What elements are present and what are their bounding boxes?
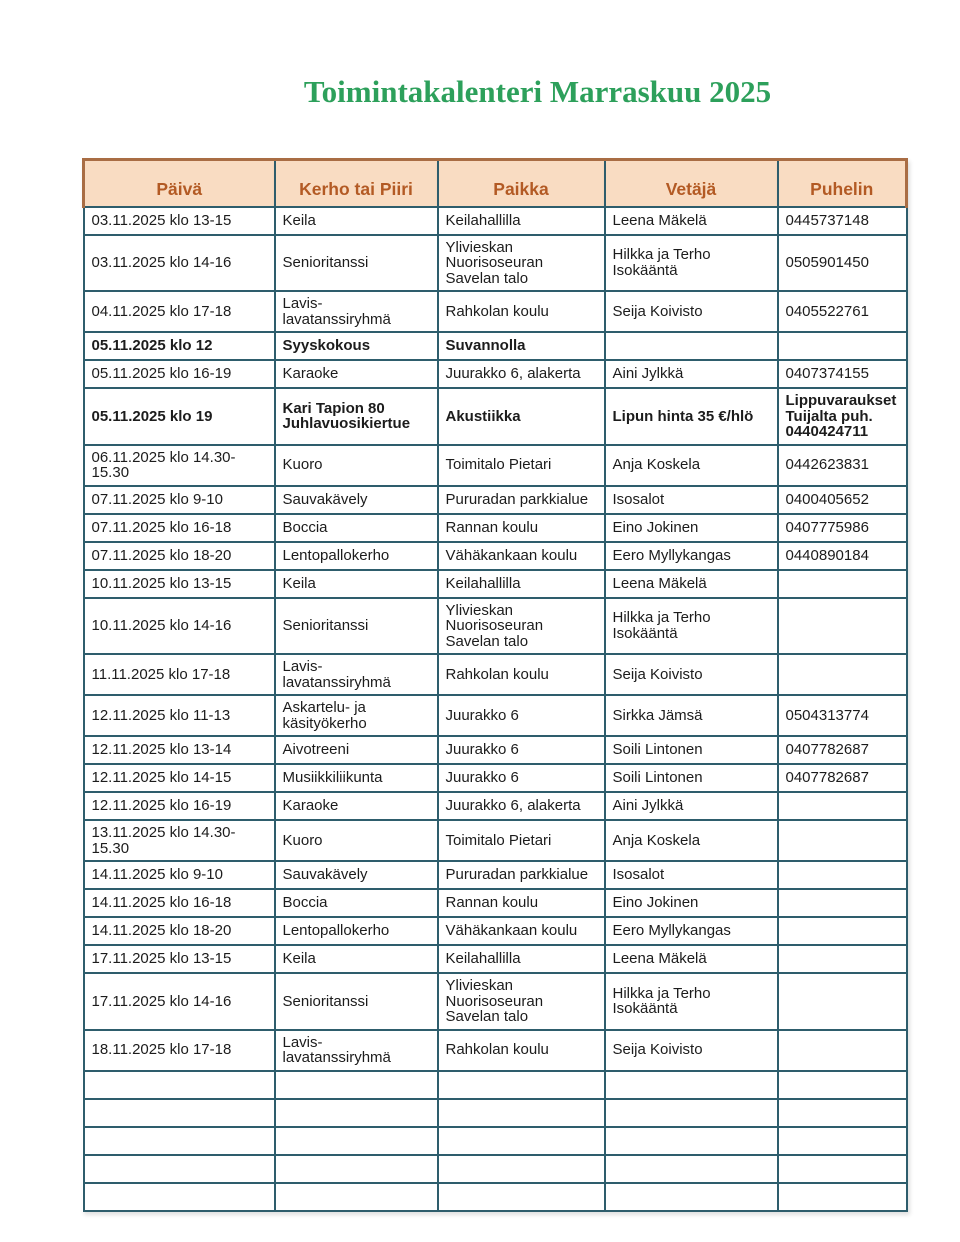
- cell-paiva: 14.11.2025 klo 16-18: [84, 889, 275, 917]
- cell-paiva: [84, 1099, 275, 1127]
- empty-table-row: [84, 1127, 907, 1155]
- cell-puhelin: [778, 1127, 907, 1155]
- cell-paikka: Vähäkankaan koulu: [438, 542, 605, 570]
- cell-kerho-tai-piiri: Karaoke: [275, 792, 438, 820]
- cell-kerho-tai-piiri: Sauvakävely: [275, 861, 438, 889]
- cell-puhelin: 0407374155: [778, 360, 907, 388]
- cell-puhelin: [778, 1099, 907, 1127]
- cell-puhelin: [778, 1155, 907, 1183]
- table-row: [84, 332, 907, 360]
- cell-puhelin: [778, 973, 907, 1030]
- table-row: [84, 207, 907, 235]
- cell-kerho-tai-piiri: Lentopallokerho: [275, 917, 438, 945]
- cell-vetaja: [605, 1127, 778, 1155]
- cell-kerho-tai-piiri: Keila: [275, 945, 438, 973]
- empty-table-row: [84, 1071, 907, 1099]
- cell-vetaja: [605, 1155, 778, 1183]
- cell-vetaja: Isosalot: [605, 861, 778, 889]
- cell-vetaja: Anja Koskela: [605, 820, 778, 861]
- cell-paiva: 07.11.2025 klo 9-10: [84, 486, 275, 514]
- cell-kerho-tai-piiri: Boccia: [275, 514, 438, 542]
- cell-kerho-tai-piiri: Kuoro: [275, 445, 438, 486]
- cell-vetaja: Eero Myllykangas: [605, 542, 778, 570]
- cell-paiva: 07.11.2025 klo 18-20: [84, 542, 275, 570]
- cell-vetaja: Eino Jokinen: [605, 514, 778, 542]
- cell-vetaja: Leena Mäkelä: [605, 570, 778, 598]
- cell-puhelin: [778, 792, 907, 820]
- cell-kerho-tai-piiri: Keila: [275, 570, 438, 598]
- cell-paiva: 05.11.2025 klo 12: [84, 332, 275, 360]
- table-row: [84, 570, 907, 598]
- cell-paiva: [84, 1071, 275, 1099]
- table-row: [84, 445, 907, 486]
- cell-paiva: [84, 1155, 275, 1183]
- empty-table-row: [84, 1099, 907, 1127]
- cell-paiva: 18.11.2025 klo 17-18: [84, 1030, 275, 1071]
- cell-puhelin: Lippuvaraukset Tuijalta puh. 0440424711: [778, 388, 907, 445]
- cell-paikka: Juurakko 6: [438, 736, 605, 764]
- cell-vetaja: Seija Koivisto: [605, 654, 778, 695]
- cell-puhelin: 0442623831: [778, 445, 907, 486]
- cell-puhelin: 0505901450: [778, 235, 907, 292]
- table-row: [84, 1030, 907, 1071]
- cell-paikka: Rahkolan koulu: [438, 654, 605, 695]
- cell-puhelin: [778, 945, 907, 973]
- activity-calendar-table: [82, 158, 908, 1212]
- cell-paiva: 12.11.2025 klo 13-14: [84, 736, 275, 764]
- table-row: [84, 360, 907, 388]
- cell-paikka: Juurakko 6, alakerta: [438, 792, 605, 820]
- cell-paikka: [438, 1155, 605, 1183]
- cell-puhelin: 0407782687: [778, 736, 907, 764]
- column-header-puhelin: Puhelin: [778, 160, 907, 207]
- cell-puhelin: [778, 917, 907, 945]
- table-row: [84, 486, 907, 514]
- cell-vetaja: Isosalot: [605, 486, 778, 514]
- cell-paikka: Rahkolan koulu: [438, 291, 605, 332]
- table-row: [84, 388, 907, 445]
- table-row: [84, 654, 907, 695]
- empty-table-row: [84, 1155, 907, 1183]
- cell-puhelin: [778, 861, 907, 889]
- cell-paikka: Pururadan parkkialue: [438, 486, 605, 514]
- cell-paiva: 14.11.2025 klo 9-10: [84, 861, 275, 889]
- column-header-kerho-tai-piiri: Kerho tai Piiri: [275, 160, 438, 207]
- cell-puhelin: 0405522761: [778, 291, 907, 332]
- cell-paikka: [438, 1099, 605, 1127]
- cell-kerho-tai-piiri: Aivotreeni: [275, 736, 438, 764]
- cell-puhelin: [778, 1030, 907, 1071]
- cell-paiva: 03.11.2025 klo 14-16: [84, 235, 275, 292]
- cell-vetaja: Soili Lintonen: [605, 736, 778, 764]
- cell-vetaja: Seija Koivisto: [605, 1030, 778, 1071]
- table-row: [84, 889, 907, 917]
- cell-paiva: 04.11.2025 klo 17-18: [84, 291, 275, 332]
- cell-vetaja: Leena Mäkelä: [605, 207, 778, 235]
- cell-puhelin: [778, 598, 907, 655]
- cell-paikka: Suvannolla: [438, 332, 605, 360]
- cell-paikka: Rannan koulu: [438, 889, 605, 917]
- cell-paikka: [438, 1071, 605, 1099]
- cell-vetaja: Hilkka ja Terho Isokääntä: [605, 973, 778, 1030]
- page-title: Toimintakalenteri Marraskuu 2025: [303, 74, 772, 109]
- cell-kerho-tai-piiri: Senioritanssi: [275, 973, 438, 1030]
- cell-kerho-tai-piiri: Lentopallokerho: [275, 542, 438, 570]
- table-row: [84, 764, 907, 792]
- cell-kerho-tai-piiri: Askartelu- ja käsityökerho: [275, 695, 438, 736]
- cell-vetaja: Hilkka ja Terho Isokääntä: [605, 598, 778, 655]
- cell-puhelin: [778, 654, 907, 695]
- cell-paiva: 05.11.2025 klo 19: [84, 388, 275, 445]
- cell-paiva: 14.11.2025 klo 18-20: [84, 917, 275, 945]
- cell-paikka: Rahkolan koulu: [438, 1030, 605, 1071]
- cell-paiva: [84, 1127, 275, 1155]
- cell-paiva: 10.11.2025 klo 14-16: [84, 598, 275, 655]
- column-header-paiva: Päivä: [84, 160, 275, 207]
- cell-paiva: [84, 1183, 275, 1211]
- table-header-row: [84, 160, 907, 207]
- cell-puhelin: 0407775986: [778, 514, 907, 542]
- cell-paikka: Ylivieskan Nuorisoseuran Savelan talo: [438, 598, 605, 655]
- table-row: [84, 291, 907, 332]
- cell-paikka: Akustiikka: [438, 388, 605, 445]
- cell-paikka: Keilahallilla: [438, 945, 605, 973]
- cell-kerho-tai-piiri: Senioritanssi: [275, 235, 438, 292]
- cell-paikka: Toimitalo Pietari: [438, 445, 605, 486]
- cell-paikka: Rannan koulu: [438, 514, 605, 542]
- cell-paikka: Ylivieskan Nuorisoseuran Savelan talo: [438, 973, 605, 1030]
- cell-puhelin: [778, 1183, 907, 1211]
- cell-puhelin: [778, 1071, 907, 1099]
- cell-kerho-tai-piiri: Boccia: [275, 889, 438, 917]
- table-row: [84, 598, 907, 655]
- cell-vetaja: Soili Lintonen: [605, 764, 778, 792]
- cell-paikka: Juurakko 6: [438, 764, 605, 792]
- cell-paikka: Keilahallilla: [438, 207, 605, 235]
- cell-paiva: 17.11.2025 klo 14-16: [84, 973, 275, 1030]
- cell-paiva: 12.11.2025 klo 14-15: [84, 764, 275, 792]
- cell-kerho-tai-piiri: Syyskokous: [275, 332, 438, 360]
- cell-paikka: Juurakko 6: [438, 695, 605, 736]
- cell-vetaja: Seija Koivisto: [605, 291, 778, 332]
- cell-vetaja: Eero Myllykangas: [605, 917, 778, 945]
- column-header-paikka: Paikka: [438, 160, 605, 207]
- cell-vetaja: [605, 1099, 778, 1127]
- table-row: [84, 820, 907, 861]
- cell-kerho-tai-piiri: [275, 1155, 438, 1183]
- cell-vetaja: Aini Jylkkä: [605, 792, 778, 820]
- cell-puhelin: [778, 820, 907, 861]
- table-row: [84, 542, 907, 570]
- cell-paiva: 12.11.2025 klo 11-13: [84, 695, 275, 736]
- cell-vetaja: [605, 332, 778, 360]
- table-row: [84, 861, 907, 889]
- table-row: [84, 973, 907, 1030]
- cell-paiva: 07.11.2025 klo 16-18: [84, 514, 275, 542]
- cell-vetaja: Hilkka ja Terho Isokääntä: [605, 235, 778, 292]
- cell-paiva: 05.11.2025 klo 16-19: [84, 360, 275, 388]
- cell-paiva: 17.11.2025 klo 13-15: [84, 945, 275, 973]
- cell-kerho-tai-piiri: Senioritanssi: [275, 598, 438, 655]
- table-row: [84, 235, 907, 292]
- cell-kerho-tai-piiri: [275, 1127, 438, 1155]
- cell-puhelin: 0504313774: [778, 695, 907, 736]
- cell-vetaja: Eino Jokinen: [605, 889, 778, 917]
- cell-kerho-tai-piiri: [275, 1099, 438, 1127]
- cell-vetaja: Leena Mäkelä: [605, 945, 778, 973]
- cell-vetaja: [605, 1071, 778, 1099]
- cell-paikka: [438, 1127, 605, 1155]
- table-row: [84, 792, 907, 820]
- cell-kerho-tai-piiri: Kuoro: [275, 820, 438, 861]
- cell-vetaja: Sirkka Jämsä: [605, 695, 778, 736]
- cell-puhelin: 0445737148: [778, 207, 907, 235]
- cell-kerho-tai-piiri: Sauvakävely: [275, 486, 438, 514]
- cell-kerho-tai-piiri: [275, 1071, 438, 1099]
- cell-paiva: 06.11.2025 klo 14.30-15.30: [84, 445, 275, 486]
- table-row: [84, 695, 907, 736]
- cell-paiva: 11.11.2025 klo 17-18: [84, 654, 275, 695]
- cell-puhelin: [778, 570, 907, 598]
- cell-vetaja: Lipun hinta 35 €/hlö: [605, 388, 778, 445]
- cell-kerho-tai-piiri: Keila: [275, 207, 438, 235]
- cell-kerho-tai-piiri: Musiikkiliikunta: [275, 764, 438, 792]
- cell-kerho-tai-piiri: Karaoke: [275, 360, 438, 388]
- cell-puhelin: 0407782687: [778, 764, 907, 792]
- cell-kerho-tai-piiri: Lavis-lavatanssiryhmä: [275, 654, 438, 695]
- cell-kerho-tai-piiri: [275, 1183, 438, 1211]
- cell-paikka: [438, 1183, 605, 1211]
- cell-puhelin: [778, 332, 907, 360]
- cell-paikka: Juurakko 6, alakerta: [438, 360, 605, 388]
- cell-paikka: Vähäkankaan koulu: [438, 917, 605, 945]
- cell-paikka: Keilahallilla: [438, 570, 605, 598]
- table-row: [84, 736, 907, 764]
- cell-paikka: Toimitalo Pietari: [438, 820, 605, 861]
- cell-puhelin: 0440890184: [778, 542, 907, 570]
- cell-vetaja: Anja Koskela: [605, 445, 778, 486]
- table-row: [84, 945, 907, 973]
- cell-puhelin: 0400405652: [778, 486, 907, 514]
- cell-vetaja: [605, 1183, 778, 1211]
- cell-paiva: 10.11.2025 klo 13-15: [84, 570, 275, 598]
- cell-kerho-tai-piiri: Lavis-lavatanssiryhmä: [275, 291, 438, 332]
- cell-kerho-tai-piiri: Kari Tapion 80 Juhlavuosikiertue: [275, 388, 438, 445]
- column-header-vetaja: Vetäjä: [605, 160, 778, 207]
- cell-paikka: Ylivieskan Nuorisoseuran Savelan talo: [438, 235, 605, 292]
- cell-paiva: 12.11.2025 klo 16-19: [84, 792, 275, 820]
- cell-paiva: 13.11.2025 klo 14.30-15.30: [84, 820, 275, 861]
- table-row: [84, 917, 907, 945]
- cell-puhelin: [778, 889, 907, 917]
- cell-paikka: Pururadan parkkialue: [438, 861, 605, 889]
- cell-kerho-tai-piiri: Lavis-lavatanssiryhmä: [275, 1030, 438, 1071]
- cell-vetaja: Aini Jylkkä: [605, 360, 778, 388]
- cell-paiva: 03.11.2025 klo 13-15: [84, 207, 275, 235]
- empty-table-row: [84, 1183, 907, 1211]
- table-row: [84, 514, 907, 542]
